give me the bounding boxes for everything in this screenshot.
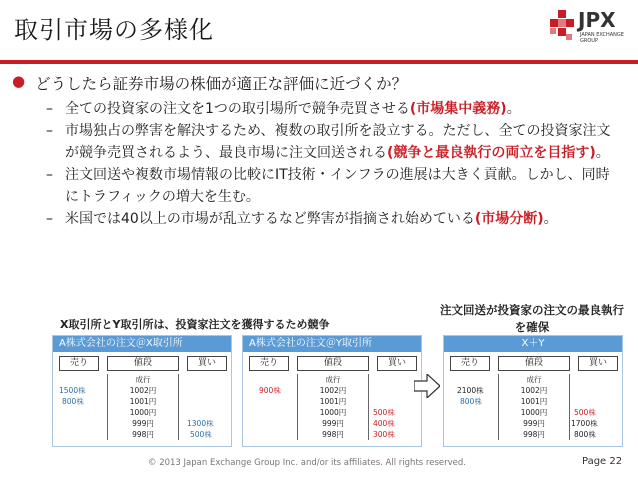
sub-bullet-2-emphasis: (競争と最良執行の両立を目指す) bbox=[387, 145, 596, 161]
buy-qty: 500株 bbox=[190, 430, 212, 439]
sub-bullet-3-text: 注文回送や複数市場情報の比較にIT技術・インフラの進展は大きく貢献。しかし、同時にトラフィックの増大を生む。 bbox=[65, 167, 610, 205]
order-book-y bbox=[242, 335, 422, 447]
price-cell: 1002円 bbox=[319, 386, 347, 395]
sub-bullet-1-text: 全ての投資家の注文を1つの取引場所で競争売買させる bbox=[65, 101, 410, 117]
price-cell: 1001円 bbox=[129, 397, 157, 406]
sub-bullet-2-text: 市場独占の弊害を解決するため、複数の取引所を設立する。ただし、全ての投資家注文が競争売買されるよう、最良市場に注文回送される bbox=[65, 123, 611, 161]
price-cell: 1001円 bbox=[520, 397, 548, 406]
sub-bullet-4-text: 米国では40以上の市場が乱立するなど弊害が指摘され始めている bbox=[65, 211, 475, 227]
sub-bullet-4-end: 。 bbox=[543, 211, 558, 227]
caption-right: 注文回送が投資家の注文の最良執行を確保 bbox=[440, 303, 624, 334]
bullet-dot-icon: ● bbox=[12, 72, 26, 90]
col-sell: 売り bbox=[450, 356, 490, 371]
bullet-list bbox=[12, 72, 632, 230]
logo-subtext: JAPAN EXCHANGE GROUP bbox=[580, 32, 624, 44]
price-cell: 1000円 bbox=[520, 408, 548, 417]
page-title: 取引市場の多様化 bbox=[14, 16, 214, 44]
price-cell: 999円 bbox=[523, 419, 545, 428]
price-cell: 1001円 bbox=[319, 397, 347, 406]
logo-text: JPX bbox=[578, 8, 616, 32]
order-book-y-title: A株式会社の注文＠Y取引所 bbox=[243, 336, 421, 352]
price-cell: 成行 bbox=[526, 375, 542, 384]
col-sell: 売り bbox=[249, 356, 289, 371]
order-book-x-title: A株式会社の注文＠X取引所 bbox=[53, 336, 231, 352]
order-book-x bbox=[52, 335, 232, 447]
sell-qty: 2100株 bbox=[457, 386, 484, 395]
col-buy: 買い bbox=[187, 356, 227, 371]
main-bullet-text: どうしたら証券市場の株価が適正な評価に近づくか？ bbox=[35, 75, 408, 93]
sub-bullet-2-end: 。 bbox=[595, 145, 610, 161]
col-sell: 売り bbox=[59, 356, 99, 371]
buy-qty: 800株 bbox=[574, 430, 596, 439]
col-price: 値段 bbox=[297, 356, 369, 371]
buy-qty: 1300株 bbox=[187, 419, 214, 428]
price-cell: 999円 bbox=[322, 419, 344, 428]
price-ladder bbox=[498, 374, 570, 440]
price-ladder bbox=[107, 374, 179, 440]
price-cell: 1000円 bbox=[129, 408, 157, 417]
price-cell: 成行 bbox=[325, 375, 341, 384]
jpx-mark-icon bbox=[548, 10, 578, 44]
price-cell: 成行 bbox=[135, 375, 151, 384]
jpx-logo bbox=[548, 8, 628, 48]
page-number: Page 22 bbox=[582, 456, 623, 467]
sub-bullet-1 bbox=[46, 98, 621, 120]
sub-bullet-4 bbox=[46, 208, 621, 230]
price-cell: 1000円 bbox=[319, 408, 347, 417]
buy-qty: 500株 bbox=[373, 408, 395, 417]
price-cell: 1002円 bbox=[129, 386, 157, 395]
title-rule bbox=[0, 60, 638, 64]
sell-qty: 900株 bbox=[259, 386, 281, 395]
buy-qty: 300株 bbox=[373, 430, 395, 439]
sub-bullet-3 bbox=[46, 164, 621, 208]
price-ladder bbox=[297, 374, 369, 440]
sub-bullet-1-end: 。 bbox=[506, 101, 521, 117]
dash-icon: – bbox=[46, 101, 53, 117]
col-price: 値段 bbox=[107, 356, 179, 371]
copyright-footer: © 2013 Japan Exchange Group Inc. and/or its affiliates. All rights reserved. bbox=[148, 458, 466, 468]
col-buy: 買い bbox=[377, 356, 417, 371]
buy-qty: 500株 bbox=[574, 408, 596, 417]
dash-icon: – bbox=[46, 211, 53, 227]
dash-icon: – bbox=[46, 167, 53, 183]
col-price: 値段 bbox=[498, 356, 570, 371]
sub-bullet-1-emphasis: (市場集中義務) bbox=[409, 101, 507, 117]
dash-icon: – bbox=[46, 123, 53, 139]
sell-qty: 1500株 bbox=[59, 386, 86, 395]
main-bullet bbox=[12, 72, 632, 94]
sub-bullet-2 bbox=[46, 120, 621, 164]
sub-bullet-4-emphasis: (市場分断) bbox=[474, 211, 544, 227]
price-cell: 998円 bbox=[322, 430, 344, 439]
order-book-combined-title: X＋Y bbox=[444, 336, 622, 352]
price-cell: 998円 bbox=[523, 430, 545, 439]
buy-qty: 400株 bbox=[373, 419, 395, 428]
sell-qty: 800株 bbox=[460, 397, 482, 406]
price-cell: 998円 bbox=[132, 430, 154, 439]
price-cell: 1002円 bbox=[520, 386, 548, 395]
arrow-right-icon bbox=[414, 374, 440, 398]
buy-qty: 1700株 bbox=[571, 419, 598, 428]
caption-left: X取引所とY取引所は、投資家注文を獲得するため競争 bbox=[60, 318, 330, 331]
col-buy: 買い bbox=[578, 356, 618, 371]
price-cell: 999円 bbox=[132, 419, 154, 428]
order-book-combined bbox=[443, 335, 623, 447]
sell-qty: 800株 bbox=[62, 397, 84, 406]
